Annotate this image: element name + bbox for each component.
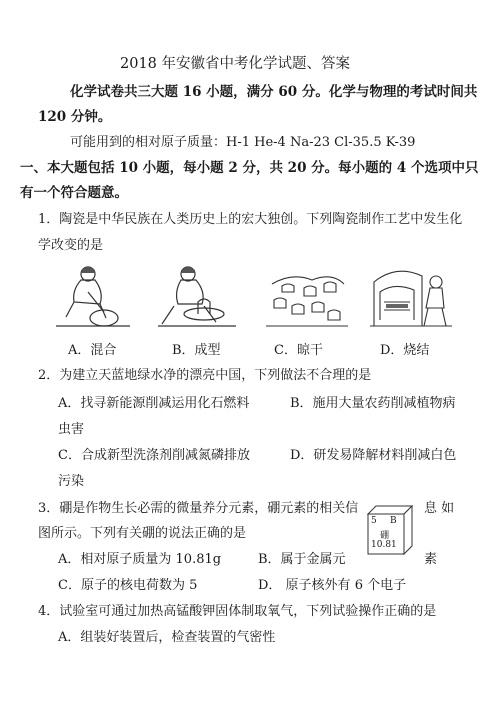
drying-illustration xyxy=(262,262,350,332)
section-1-header-line2: 有一个符合题意。 xyxy=(20,185,128,201)
q2-option-d-line1: D．研发易降解材料削减白色 xyxy=(290,448,457,463)
q1-option-a: A．混合 xyxy=(68,343,117,358)
q4-option-a: A．组装好装置后，检查装置的气密性 xyxy=(58,630,276,645)
element-atomic-mass: 10.81 xyxy=(371,540,397,550)
q1-option-d: D．烧结 xyxy=(380,343,430,358)
q3-stem-line1a: 3．硼是作物生长必需的微量养分元素，硼元素的相关信 xyxy=(38,501,359,516)
q2-option-c: C．合成新型洗涤剂削减氮磷排放 xyxy=(58,448,250,463)
element-name: 硼 xyxy=(380,531,390,541)
section-1-header-line1: 一、本大题包括 10 小题，每小题 2 分，共 20 分。每小题的 4 个选项中只 xyxy=(20,160,479,176)
q1-stem-line1: 1．陶瓷是中华民族在人类历史上的宏大独创。下列陶瓷制作工艺中发生化 xyxy=(38,212,463,227)
q2-option-b-line2: 虫害 xyxy=(58,422,85,437)
mixing-illustration xyxy=(48,262,136,332)
q1-option-b: B．成型 xyxy=(172,343,221,358)
q2-stem: 2．为建立天蓝地绿水净的漂亮中国，下列做法不合理的是 xyxy=(38,368,372,383)
element-atomic-number: 5 xyxy=(371,516,377,526)
q3-option-b-line2: 素 xyxy=(424,552,438,567)
q3-stem-line2: 图所示。下列有关硼的说法正确的是 xyxy=(38,526,247,541)
q3-option-c: C．原子的核电荷数为 5 xyxy=(58,578,198,593)
q3-option-d: D． 原子核外有 6 个电子 xyxy=(258,578,407,593)
element-symbol: B xyxy=(390,516,397,526)
q1-option-c: C．晾干 xyxy=(274,343,323,358)
exam-intro-line1: 化学试卷共三大题 16 小题，满分 60 分。化学与物理的考试时间共 xyxy=(70,84,478,100)
q2-option-b-line1: B．施用大量农药削减植物病 xyxy=(290,396,456,411)
boron-element-card xyxy=(366,504,416,556)
q3-option-b-line1: B．属于金属元 xyxy=(258,552,346,567)
exam-intro-line2: 120 分钟。 xyxy=(38,109,112,125)
q2-option-d-line2: 污染 xyxy=(58,474,85,489)
page-title: 2018 年安徽省中考化学试题、答案 xyxy=(120,56,351,72)
q2-option-a: A．找寻新能源削减运用化石燃料 xyxy=(58,396,250,411)
atomic-masses: 可能用到的相对原子质量：H-1 He-4 Na-23 Cl-35.5 K-39 xyxy=(70,135,416,150)
q3-option-a: A．相对原子质量为 10.81g xyxy=(58,552,222,567)
q1-stem-line2: 学改变的是 xyxy=(38,238,104,253)
q3-stem-line1b: 息 如 xyxy=(424,501,455,516)
shaping-illustration xyxy=(152,262,240,332)
sintering-kiln-illustration xyxy=(366,262,454,332)
q4-stem: 4．试验室可通过加热高锰酸钾固体制取氧气，下列试验操作正确的是 xyxy=(38,604,437,619)
